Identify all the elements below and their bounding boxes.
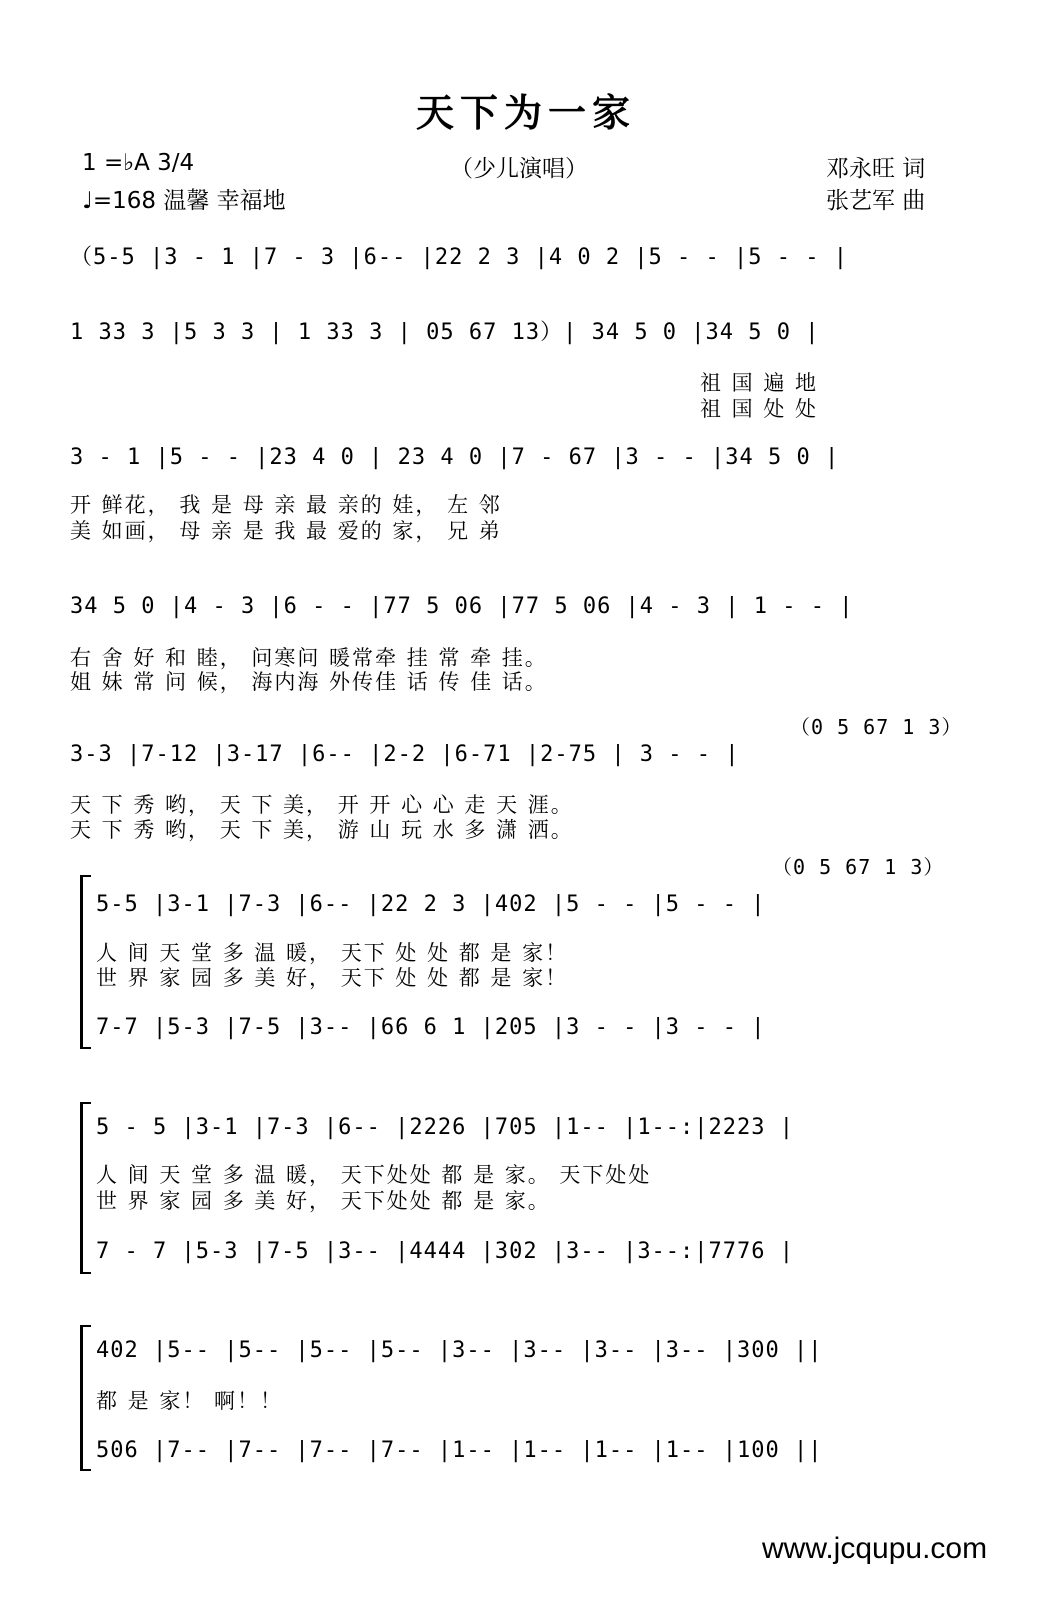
pickup-phrase: （0 5 67 1 3）: [790, 715, 963, 739]
lyric-line-7a: 人 间 天 堂 多 温 暖， 天下处处 都 是 家。 天下处处: [96, 1163, 652, 1187]
lyric-line-6a: 人 间 天 堂 多 温 暖， 天下 处 处 都 是 家！: [96, 941, 569, 965]
lyric-line-7b: 世 界 家 园 多 美 好， 天下处处 都 是 家。: [96, 1189, 551, 1213]
lyric-line-2b: 祖 国 处 处: [700, 397, 819, 421]
score-line-8-lower: 506 |7-- |7-- |7-- |7-- |1-- |1-- |1-- |1-- |100 ||: [96, 1438, 823, 1463]
score-line-1: （5-5 |3 - 1 |7 - 3 |6-- |22 2 3 |4 0 2 |5 - - |5 - - |: [70, 245, 848, 270]
lyric-line-5b: 天 下 秀 哟， 天 下 美， 游 山 玩 水 多 潇 洒。: [70, 818, 574, 842]
lyric-line-3a: 开 鲜花， 我 是 母 亲 最 亲的 娃， 左 邻: [70, 493, 502, 517]
score-line-7-upper: 5 - 5 |3-1 |7-3 |6-- |2226 |705 |1-- |1--:|2223 |: [96, 1115, 795, 1140]
score-line-6-lower: 7-7 |5-3 |7-5 |3-- |66 6 1 |205 |3 - - |3 - - |: [96, 1015, 766, 1040]
score-line-6-upper: 5-5 |3-1 |7-3 |6-- |22 2 3 |402 |5 - - |5 - - |: [96, 892, 766, 917]
score-line-5: 3-3 |7-12 |3-17 |6-- |2-2 |6-71 |2-75 | 3 - - |: [70, 742, 740, 767]
score-line-2: 1 33 3 |5 3 3 | 1 33 3 | 05 67 13）| 34 5 0 |34 5 0 |: [70, 320, 820, 345]
score-line-7-lower: 7 - 7 |5-3 |7-5 |3-- |4444 |302 |3-- |3--:|7776 |: [96, 1239, 795, 1264]
composer-credit: 张艺军 曲: [826, 188, 926, 214]
lyric-line-4b: 姐 妹 常 问 候， 海内海 外传佳 话 传 佳 话。: [70, 670, 548, 694]
score-line-3: 3 - 1 |5 - - |23 4 0 | 23 4 0 |7 - 67 |3 - - |34 5 0 |: [70, 445, 840, 470]
pickup-phrase-2: （0 5 67 1 3）: [772, 855, 945, 879]
tempo-marking: ♩=168 温馨 幸福地: [82, 188, 286, 214]
lyric-line-2a: 祖 国 遍 地: [700, 371, 819, 395]
page-title: 天下为一家: [415, 91, 636, 135]
watermark: www.jcqupu.com: [762, 1532, 988, 1565]
system-bracket-6: [80, 875, 91, 1049]
lyric-line-3b: 美 如画， 母 亲 是 我 最 爱的 家， 兄 弟: [70, 519, 502, 543]
system-bracket-7: [80, 1102, 91, 1274]
lyric-line-5a: 天 下 秀 哟， 天 下 美， 开 开 心 心 走 天 涯。: [70, 793, 574, 817]
performer-note: （少儿演唱）: [450, 156, 588, 182]
key-signature: 1 =♭A 3/4: [82, 150, 195, 176]
lyric-line-4a: 右 舍 好 和 睦， 问寒问 暖常牵 挂 常 牵 挂。: [70, 646, 548, 670]
system-bracket-8: [80, 1325, 91, 1471]
lyricist-credit: 邓永旺 词: [826, 156, 926, 182]
score-line-8-upper: 402 |5-- |5-- |5-- |5-- |3-- |3-- |3-- |3-- |300 ||: [96, 1338, 823, 1363]
lyric-line-8a: 都 是 家！ 啊！！: [96, 1389, 284, 1413]
score-line-4: 34 5 0 |4 - 3 |6 - - |77 5 06 |77 5 06 |4 - 3 | 1 - - |: [70, 594, 854, 619]
lyric-line-6b: 世 界 家 园 多 美 好， 天下 处 处 都 是 家！: [96, 966, 569, 990]
